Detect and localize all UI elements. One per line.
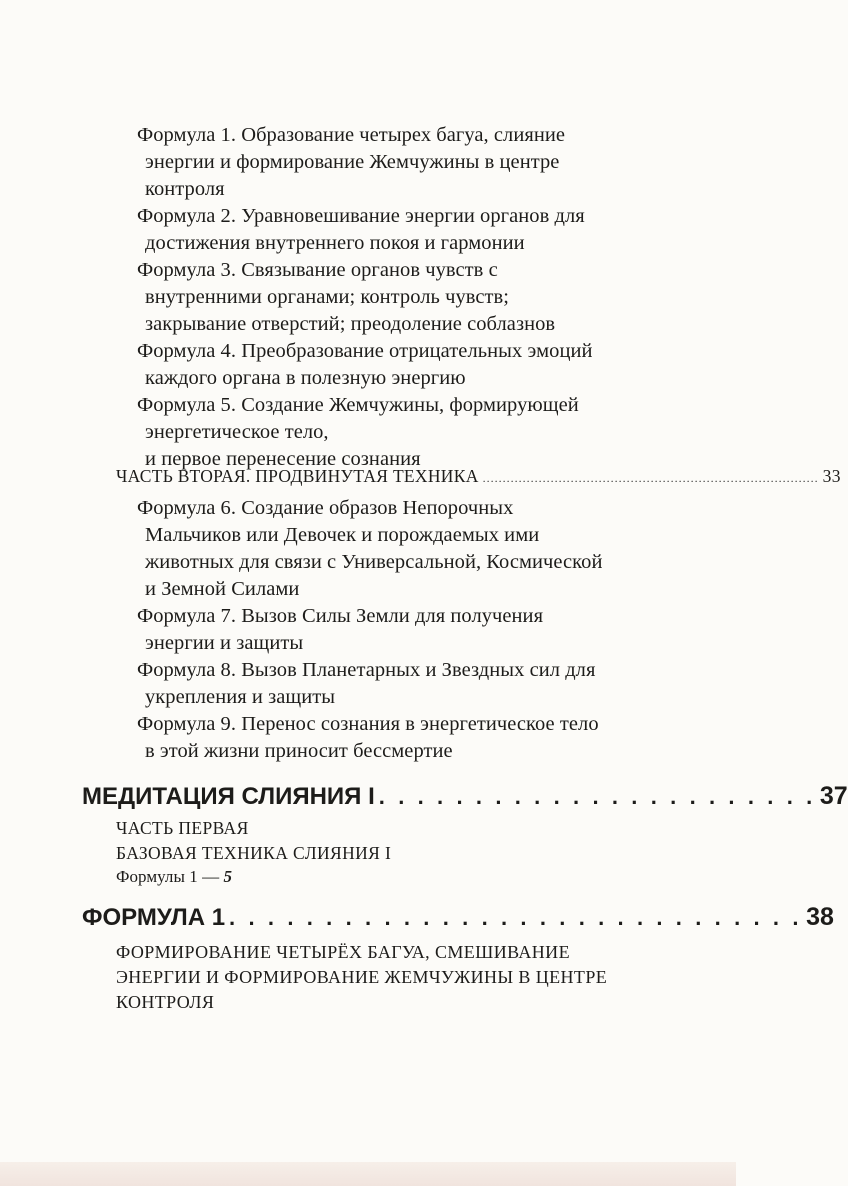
toc-entry-part-two[interactable] xyxy=(116,466,841,487)
toc-entry-formula-1[interactable] xyxy=(82,903,834,932)
meditation-part-title: БАЗОВАЯ ТЕХНИКА СЛИЯНИЯ I xyxy=(116,843,392,863)
formulas-range-end: 5 xyxy=(223,867,233,886)
formula-2-line-2: достижения внутреннего покоя и гармонии xyxy=(145,232,525,254)
formula-9-line-2: в этой жизни приносит бессмертие xyxy=(145,740,453,762)
formula-5-line-3: и первое перенесение сознания xyxy=(145,448,421,470)
meditation-page-number: 37 xyxy=(819,782,848,810)
formula-1-line-3: контроля xyxy=(145,178,225,200)
toc-entry-meditation[interactable] xyxy=(82,782,848,811)
formula-8-line-1: Формула 8. Вызов Планетарных и Звездных сил для xyxy=(137,659,596,681)
formula-1-desc-line-2: ЭНЕРГИИ И ФОРМИРОВАНИЕ ЖЕМЧУЖИНЫ В ЦЕНТРЕ xyxy=(116,967,608,987)
formula-5-line-2: энергетическое тело, xyxy=(145,421,329,443)
formula-7-line-2: энергии и защиты xyxy=(145,632,304,654)
formula-5-line-1: Формула 5. Создание Жемчужины, формирующей xyxy=(137,394,579,416)
formula-4-line-1: Формула 4. Преобразование отрицательных эмоций xyxy=(137,340,593,362)
formula-6-line-4: и Земной Силами xyxy=(145,578,300,600)
page-bottom-edge xyxy=(0,1162,736,1186)
formula-7-line-1: Формула 7. Вызов Силы Земли для получения xyxy=(137,605,544,627)
formula-6-line-1: Формула 6. Создание образов Непорочных xyxy=(137,497,514,519)
formulas-range-label: Формулы 1 xyxy=(116,867,198,886)
formulas-range-dash: — xyxy=(197,867,220,886)
formula-1-line-1: Формула 1. Образование четырех багуа, слияние xyxy=(137,124,566,146)
formula-3-line-2: внутренними органами; контроль чувств; xyxy=(145,286,510,308)
meditation-chapter-title: МЕДИТАЦИЯ СЛИЯНИЯ I xyxy=(82,783,375,810)
dot-leader: . . . . . . . . . . . . . . . . . . . . . . . xyxy=(378,784,816,809)
formula-1-line-2: энергии и формирование Жемчужины в центре xyxy=(145,151,560,173)
meditation-formulas-range xyxy=(116,863,232,891)
formula-1-desc-line-3: КОНТРОЛЯ xyxy=(116,992,215,1012)
formula-1-page-number: 38 xyxy=(806,903,834,931)
formula-6-line-3: животных для связи с Универсальной, Космической xyxy=(145,551,603,573)
formula-3-line-1: Формула 3. Связывание органов чувств с xyxy=(137,259,498,281)
part-two-page-number: 33 xyxy=(822,466,841,486)
formula-8-line-2: укрепления и защиты xyxy=(145,686,336,708)
dot-leader: .................................................................................... xyxy=(482,471,819,485)
formula-2-line-1: Формула 2. Уравновешивание энергии органов для xyxy=(137,205,585,227)
dot-leader: . . . . . . . . . . . . . . . . . . . . . . . . . . . . . . xyxy=(229,905,803,930)
formula-1-desc-line-1: ФОРМИРОВАНИЕ ЧЕТЫРЁХ БАГУА, СМЕШИВАНИЕ xyxy=(116,942,570,962)
formula-4-line-2: каждого органа в полезную энергию xyxy=(145,367,466,389)
formula-1-chapter-title: ФОРМУЛА 1 xyxy=(82,904,226,931)
formula-9-line-1: Формула 9. Перенос сознания в энергетическое тело xyxy=(137,713,599,735)
meditation-part-label: ЧАСТЬ ПЕРВАЯ xyxy=(116,818,249,838)
part-two-title: ЧАСТЬ ВТОРАЯ. ПРОДВИНУТАЯ ТЕХНИКА xyxy=(116,466,479,486)
formula-6-line-2: Мальчиков или Девочек и порождаемых ими xyxy=(145,524,540,546)
formula-3-line-3: закрывание отверстий; преодоление соблазнов xyxy=(145,313,556,335)
